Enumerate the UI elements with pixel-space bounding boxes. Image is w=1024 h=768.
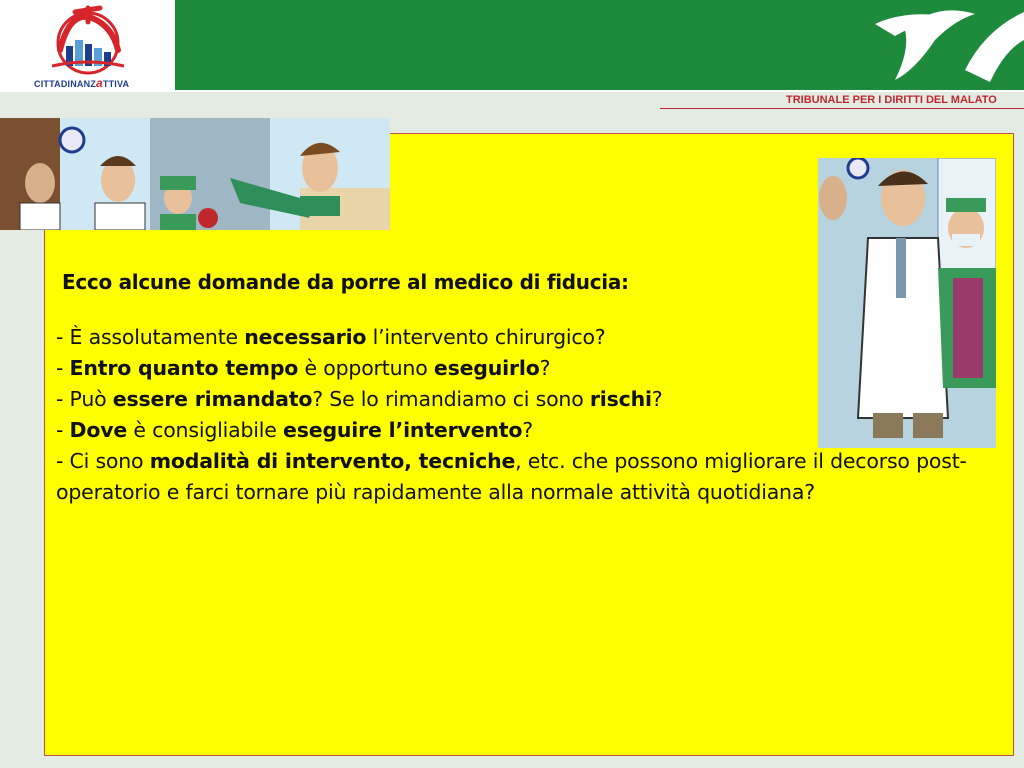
cittadinanzattiva-logo xyxy=(0,0,175,92)
logo-text: CITTADINANZaTTIVA xyxy=(34,76,130,90)
green-banner xyxy=(175,0,1024,90)
question-5: - Ci sono modalità di intervento, tecniche, etc. che possono migliorare il decorso post-operatorio e farci tornare più rapidamente alla normale attività quotidiana? xyxy=(56,449,967,504)
question-4: - Dove è consigliabile eseguire l’intervento? xyxy=(56,418,533,442)
divider xyxy=(660,108,1024,109)
header xyxy=(0,0,1024,92)
question-3: - Può essere rimandato? Se lo rimandiamo ci sono rischi? xyxy=(56,387,663,411)
question-1: - È assolutamente necessario l’intervento chirurgico? xyxy=(56,325,606,349)
tribunale-label: TRIBUNALE PER I DIRITTI DEL MALATO xyxy=(786,94,997,106)
question-2: - Entro quanto tempo è opportuno eseguirlo? xyxy=(56,356,551,380)
intro-heading: Ecco alcune domande da porre al medico di fiducia: xyxy=(62,270,629,294)
brand-swoosh-graphic xyxy=(175,0,1024,90)
questions-content xyxy=(56,270,1006,508)
cartoon-doctors-image xyxy=(0,118,390,230)
cartoon-illustration xyxy=(0,118,390,230)
